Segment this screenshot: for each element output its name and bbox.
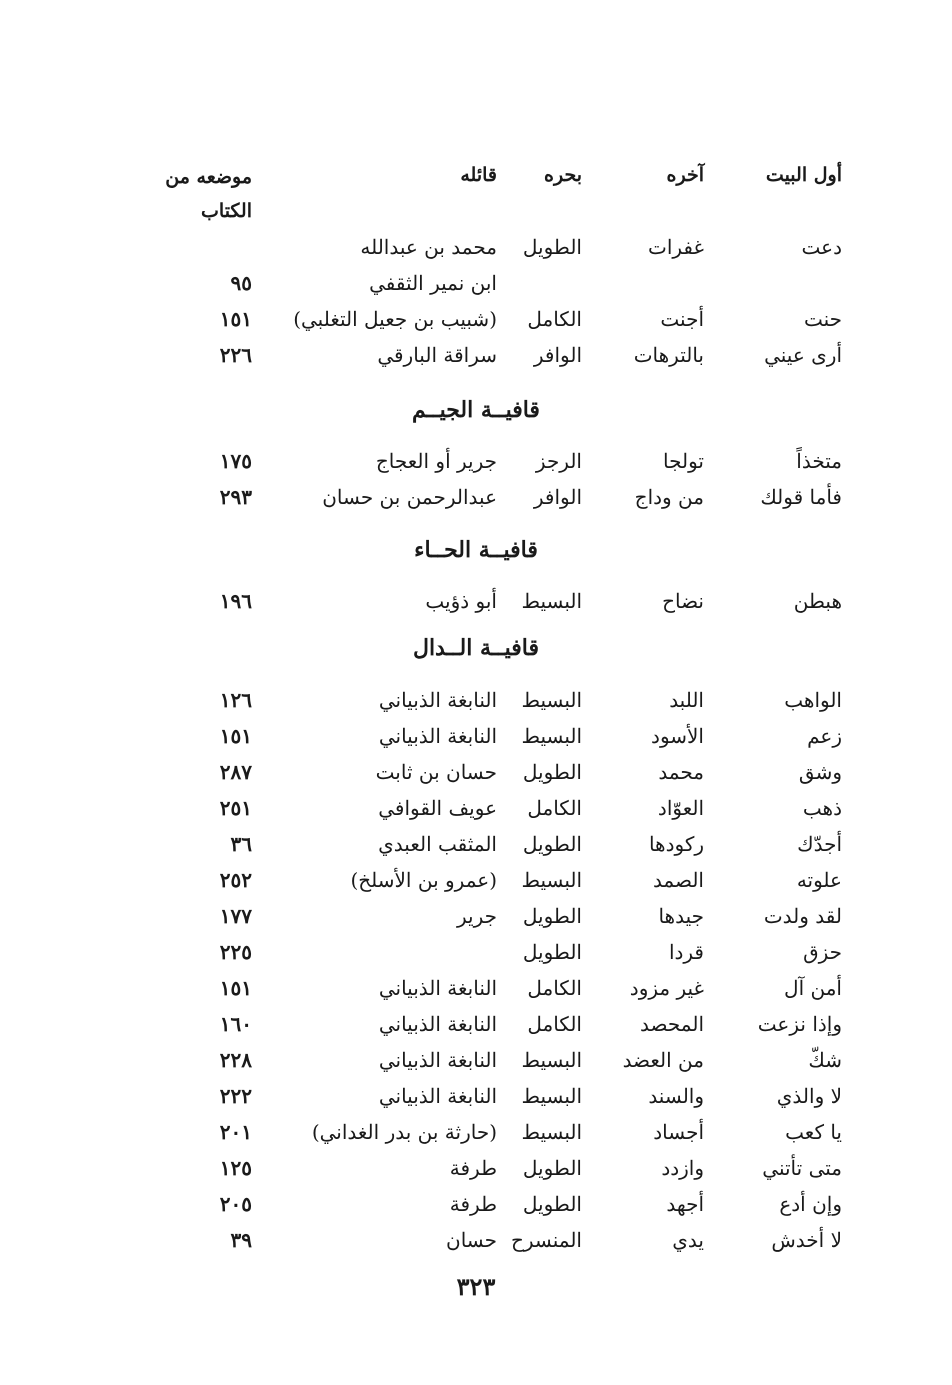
table-row xyxy=(0,863,952,897)
cell-meter: الطويل xyxy=(522,760,582,784)
cell-first-word: أجدّك xyxy=(797,832,842,856)
page-number: ٣٢٣ xyxy=(456,1272,496,1301)
cell-page-ref: ٢٢٨ xyxy=(219,1048,252,1072)
cell-poet: طرفة xyxy=(449,1192,497,1216)
cell-first-word: أرى عيني xyxy=(764,343,842,367)
header-last-word: آخره xyxy=(666,164,704,186)
cell-first-word: حنت xyxy=(803,307,842,331)
cell-first-word: لا أخدش xyxy=(771,1228,842,1252)
cell-meter: الكامل xyxy=(527,796,582,820)
cell-page-ref: ٢٥١ xyxy=(219,796,252,820)
table-row xyxy=(0,584,952,618)
section-title-jim: قافيــة الجيــم xyxy=(412,397,540,423)
cell-meter: الطويل xyxy=(522,940,582,964)
cell-meter: المنسرح xyxy=(510,1228,582,1252)
table-row xyxy=(0,480,952,514)
cell-poet: حسان بن ثابت xyxy=(375,760,497,784)
cell-page-ref: ١٧٥ xyxy=(219,449,252,473)
cell-page-ref: ١٥١ xyxy=(219,307,252,331)
cell-page-ref: ٢٠١ xyxy=(219,1120,252,1144)
table-row xyxy=(0,266,952,300)
cell-poet: (شبيب بن جعيل التغلبي) xyxy=(293,307,497,331)
cell-page-ref: ١٢٦ xyxy=(219,688,252,712)
table-row xyxy=(0,1007,952,1041)
cell-last-word: نضاح xyxy=(662,589,704,613)
cell-page-ref: ٢٥٢ xyxy=(219,868,252,892)
table-row xyxy=(0,755,952,789)
cell-first-word: ذهب xyxy=(802,796,842,820)
header-reference xyxy=(165,160,252,228)
table-row xyxy=(0,1115,952,1149)
cell-meter: الطويل xyxy=(522,832,582,856)
cell-last-word: بالترهات xyxy=(633,343,704,367)
cell-poet: محمد بن عبدالله xyxy=(360,235,497,259)
cell-poet: النابغة الذبياني xyxy=(378,976,497,1000)
cell-page-ref: ٢٩٣ xyxy=(219,485,252,509)
cell-first-word: متخذاً xyxy=(796,449,842,473)
table-row xyxy=(0,899,952,933)
cell-first-word: الواهب xyxy=(784,688,842,712)
cell-last-word: والسند xyxy=(648,1084,704,1108)
cell-last-word: تولجا xyxy=(663,449,704,473)
cell-first-word: وإذا نزعت xyxy=(757,1012,842,1036)
cell-meter: الكامل xyxy=(527,976,582,1000)
cell-last-word: المحصد xyxy=(640,1012,704,1036)
cell-poet: النابغة الذبياني xyxy=(378,1012,497,1036)
cell-last-word: جيدها xyxy=(658,904,704,928)
cell-poet: حسان xyxy=(446,1228,497,1252)
cell-first-word: فأما قولك xyxy=(760,485,842,509)
cell-poet: عويف القوافي xyxy=(378,796,497,820)
cell-last-word: يدي xyxy=(672,1228,704,1252)
cell-meter: الوافر xyxy=(533,343,582,367)
cell-meter: البسيط xyxy=(521,724,582,748)
cell-page-ref: ٢٢٥ xyxy=(219,940,252,964)
table-row xyxy=(0,444,952,478)
table-row xyxy=(0,1079,952,1113)
cell-last-word: أجنت xyxy=(660,307,704,331)
cell-page-ref: ١٥١ xyxy=(219,724,252,748)
cell-page-ref: ٢٨٧ xyxy=(219,760,252,784)
cell-first-word: علوته xyxy=(796,868,842,892)
header-poet: قائله xyxy=(460,164,497,186)
cell-poet: النابغة الذبياني xyxy=(378,1048,497,1072)
cell-last-word: من وداج xyxy=(634,485,704,509)
header-meter: بحره xyxy=(544,164,582,186)
header-first-word: أول البيت xyxy=(765,164,842,186)
cell-poet: عبدالرحمن بن حسان xyxy=(322,485,497,509)
cell-page-ref: ١٢٥ xyxy=(219,1156,252,1180)
cell-poet: النابغة الذبياني xyxy=(378,688,497,712)
cell-meter: الكامل xyxy=(527,307,582,331)
table-row xyxy=(0,230,952,264)
cell-first-word: وإن أدع xyxy=(779,1192,842,1216)
cell-poet: جرير xyxy=(457,904,497,928)
section-title-ha: قافيــة الحــاء xyxy=(414,537,538,563)
cell-last-word: وازدد xyxy=(661,1156,704,1180)
header-reference-line1: موضعه من xyxy=(165,166,252,188)
cell-last-word: أجهد xyxy=(666,1192,704,1216)
cell-last-word: محمد xyxy=(658,760,704,784)
table-row xyxy=(0,971,952,1005)
cell-page-ref: ١٩٦ xyxy=(219,589,252,613)
table-row xyxy=(0,827,952,861)
cell-meter: البسيط xyxy=(521,1120,582,1144)
cell-poet: النابغة الذبياني xyxy=(378,724,497,748)
cell-last-word: غير مزود xyxy=(629,976,704,1000)
cell-poet: النابغة الذبياني xyxy=(378,1084,497,1108)
cell-first-word: زعم xyxy=(807,724,842,748)
cell-poet: أبو ذؤيب xyxy=(425,589,497,613)
cell-page-ref: ٩٥ xyxy=(230,271,252,295)
cell-first-word: لا والذي xyxy=(776,1084,842,1108)
table-row xyxy=(0,1187,952,1221)
cell-first-word: دعت xyxy=(801,235,842,259)
cell-first-word: لقد ولدت xyxy=(763,904,842,928)
table-row xyxy=(0,1043,952,1077)
cell-last-word: العوّاد xyxy=(657,796,704,820)
cell-meter: الطويل xyxy=(522,904,582,928)
table-header xyxy=(0,158,952,192)
cell-page-ref: ٢٢٦ xyxy=(219,343,252,367)
table-row xyxy=(0,1151,952,1185)
cell-page-ref: ١٧٧ xyxy=(219,904,252,928)
cell-meter: الرجز xyxy=(535,449,582,473)
cell-poet: سراقة البارقي xyxy=(377,343,497,367)
cell-meter: الكامل xyxy=(527,1012,582,1036)
table-row xyxy=(0,338,952,372)
cell-last-word: ركودها xyxy=(648,832,704,856)
header-reference-line2: الكتاب xyxy=(201,200,252,222)
table-row xyxy=(0,683,952,717)
cell-last-word: غفرات xyxy=(648,235,704,259)
table-row xyxy=(0,719,952,753)
cell-last-word: أجساد xyxy=(653,1120,704,1144)
cell-last-word: الصمد xyxy=(652,868,704,892)
cell-first-word: وشق xyxy=(798,760,842,784)
section-title-dal: قافيــة الــدال xyxy=(412,635,540,661)
cell-page-ref: ٣٦ xyxy=(230,832,252,856)
table-row xyxy=(0,302,952,336)
table-row xyxy=(0,1223,952,1257)
cell-last-word: الأسود xyxy=(651,724,704,748)
cell-meter: الوافر xyxy=(533,485,582,509)
cell-meter: البسيط xyxy=(521,868,582,892)
table-row xyxy=(0,791,952,825)
cell-page-ref: ٣٩ xyxy=(230,1228,252,1252)
cell-meter: الطويل xyxy=(522,1156,582,1180)
cell-poet: جرير أو العجاج xyxy=(375,449,497,473)
cell-poet: (عمرو بن الأسلخ) xyxy=(350,868,497,892)
cell-last-word: اللبد xyxy=(669,688,704,712)
cell-meter: البسيط xyxy=(521,589,582,613)
cell-poet: المثقب العبدي xyxy=(378,832,497,856)
cell-meter: البسيط xyxy=(521,688,582,712)
cell-page-ref: ٢٠٥ xyxy=(219,1192,252,1216)
cell-poet: (حارثة بن بدر الغداني) xyxy=(311,1120,497,1144)
cell-first-word: أمن آل xyxy=(784,976,842,1000)
cell-last-word: من العضد xyxy=(622,1048,704,1072)
cell-last-word: قردا xyxy=(668,940,704,964)
cell-first-word: حزق xyxy=(803,940,842,964)
cell-first-word: متى تأتني xyxy=(762,1156,842,1180)
cell-meter: الطويل xyxy=(522,1192,582,1216)
cell-poet: ابن نمير الثقفي xyxy=(369,271,497,295)
cell-page-ref: ١٦٠ xyxy=(219,1012,252,1036)
cell-first-word: يا كعب xyxy=(785,1120,842,1144)
table-row xyxy=(0,935,952,969)
cell-meter: البسيط xyxy=(521,1084,582,1108)
cell-meter: البسيط xyxy=(521,1048,582,1072)
cell-meter: الطويل xyxy=(522,235,582,259)
cell-page-ref: ٢٢٢ xyxy=(219,1084,252,1108)
cell-page-ref: ١٥١ xyxy=(219,976,252,1000)
cell-poet: طرفة xyxy=(449,1156,497,1180)
cell-first-word: شكّ xyxy=(808,1048,842,1072)
cell-first-word: هبطن xyxy=(793,589,842,613)
